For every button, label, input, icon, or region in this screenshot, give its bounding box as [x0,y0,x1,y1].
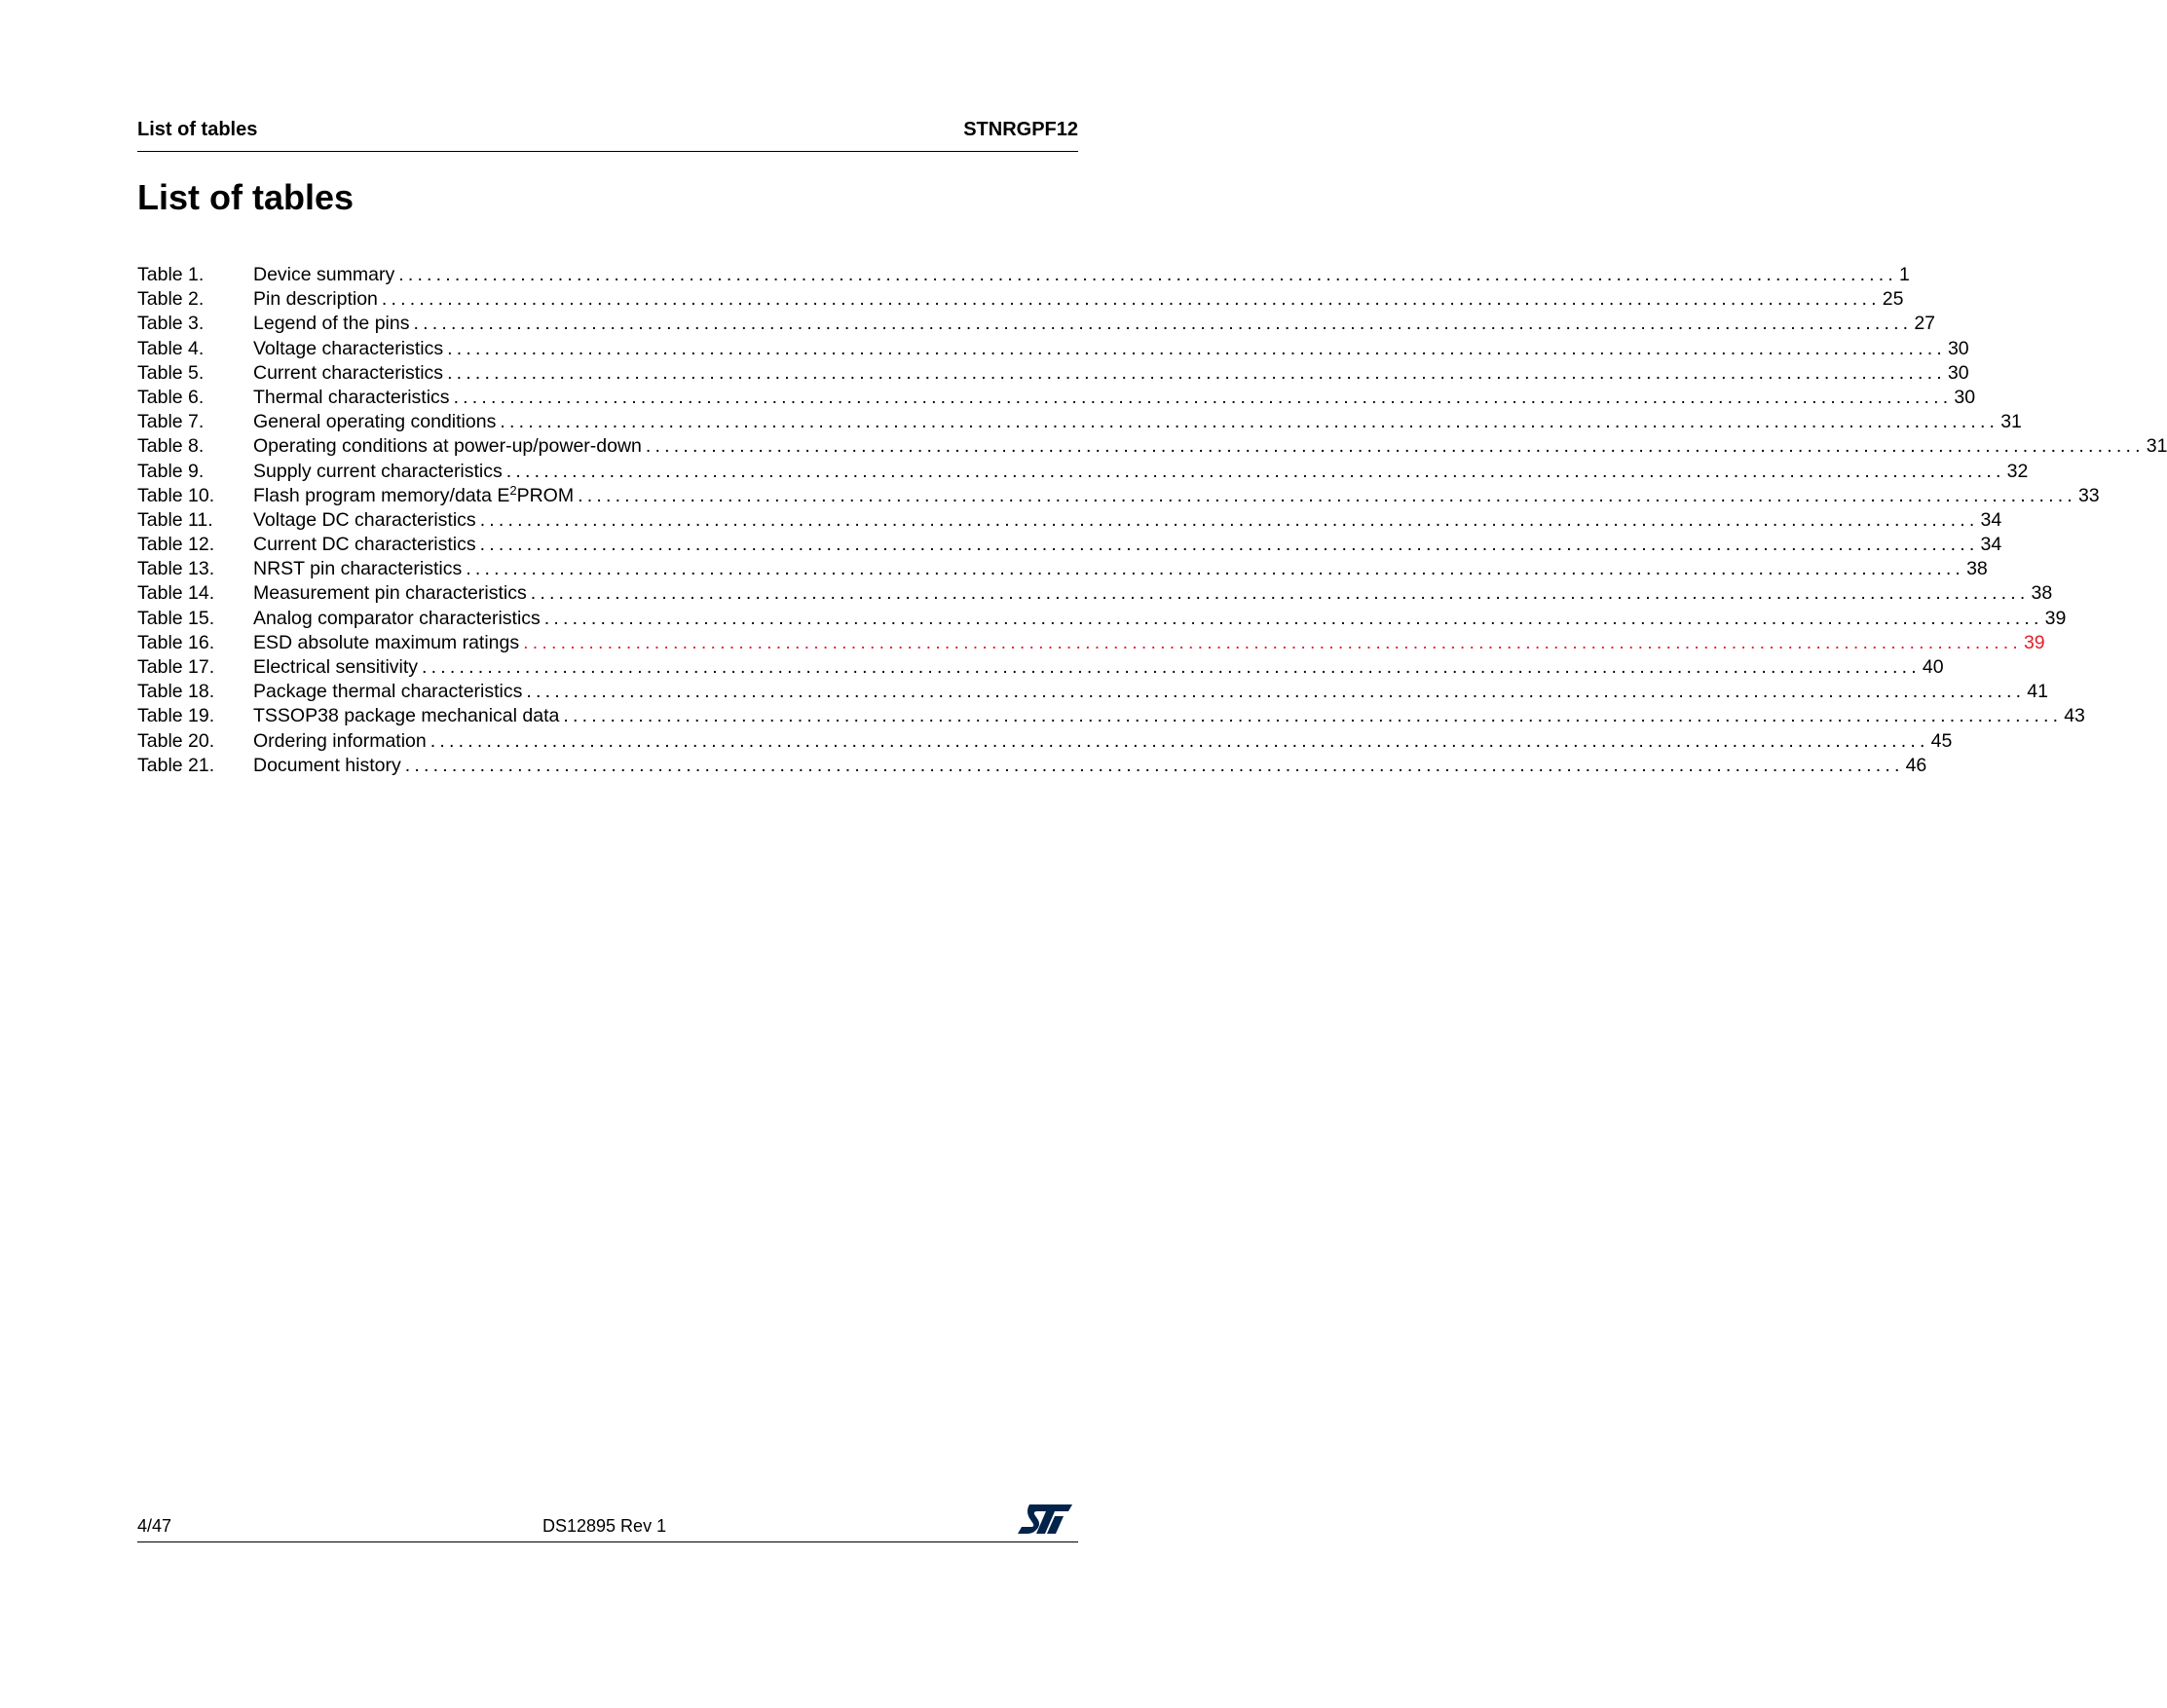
toc-entry-title: Voltage DC characteristics [253,508,476,531]
toc-entry-title: Analog comparator characteristics [253,607,541,629]
toc-entry[interactable] [137,704,2085,728]
toc-entry-title: Device summary [253,264,395,285]
toc-leader-dots: ................................................................................................................................................................ [526,681,2026,703]
table-of-contents [137,263,2167,778]
toc-entry-page: 38 [1966,558,1988,580]
toc-leader-dots: ................................................................................................................................................................ [453,386,1953,408]
header-doc-name: STNRGPF12 [963,119,1078,140]
toc-entry-title: Measurement pin characteristics [253,582,527,605]
toc-entry-number: Table 4. [137,337,205,359]
toc-entry-number: Table 5. [137,361,205,384]
toc-entry-title: NRST pin characteristics [253,558,463,580]
toc-entry[interactable] [137,533,2002,557]
toc-entry-title: Thermal characteristics [253,386,450,408]
toc-entry-page: 46 [1905,754,1927,776]
toc-entry-page: 25 [1882,288,1904,311]
toc-entry-page: 39 [2023,631,2045,653]
toc-leader-dots: ................................................................................................................................................................ [447,361,1946,384]
toc-entry-page: 43 [2064,705,2085,727]
toc-entry-page: 31 [2000,411,2022,433]
toc-leader-dots: ................................................................................................................................................................ [645,435,2145,458]
toc-leader-dots: ................................................................................................................................................................ [381,288,1881,311]
toc-entry-number: Table 16. [137,631,215,653]
toc-entry-number: Table 2. [137,288,205,311]
toc-entry-title: Operating conditions at power-up/power-down [253,435,642,458]
toc-entry[interactable] [137,287,1904,312]
toc-entry-number: Table 13. [137,558,215,580]
page-footer [137,1511,1078,1542]
toc-entry-page: 33 [2077,484,2100,506]
toc-entry-title: Supply current characteristics [253,460,503,482]
toc-entry-title: General operating conditions [253,411,497,433]
toc-entry-number: Table 12. [137,534,215,556]
toc-entry[interactable] [137,607,2067,631]
toc-entry-number: Table 7. [137,411,205,433]
toc-entry[interactable] [137,508,2002,533]
toc-entry-page: 30 [1954,386,1976,408]
toc-entry-page: 32 [2006,460,2029,482]
toc-entry[interactable] [137,386,1976,410]
toc-entry-title: Pin description [253,288,378,311]
toc-leader-dots: ................................................................................................................................................................ [505,460,2005,482]
toc-entry[interactable] [137,655,1944,680]
toc-leader-dots: ................................................................................................................................................................ [404,754,1904,776]
toc-entry[interactable] [137,410,2022,434]
toc-entry-page: 27 [1914,313,1936,335]
toc-entry-page: 30 [1947,361,1969,384]
toc-entry-page: 38 [2031,582,2053,605]
toc-leader-dots: ................................................................................................................................................................ [466,558,1965,580]
toc-leader-dots: ................................................................................................................................................................ [422,656,1921,678]
toc-entry-title: Legend of the pins [253,313,410,335]
toc-leader-dots: ................................................................................................................................................................ [500,411,1999,433]
toc-leader-dots: ................................................................................................................................................................ [523,631,2022,653]
page-title: List of tables [137,177,355,217]
toc-leader-dots: ................................................................................................................................................................ [413,313,1913,335]
toc-entry-number: Table 8. [137,435,205,458]
toc-entry[interactable] [137,631,2045,655]
toc-entry-title: Package thermal characteristics [253,681,523,703]
toc-entry-number: Table 14. [137,582,215,605]
toc-entry-number: Table 17. [137,656,215,678]
toc-entry-number: Table 11. [137,508,213,531]
toc-entry-number: Table 9. [137,460,205,482]
toc-leader-dots: ................................................................................................................................................................ [578,484,2076,506]
toc-entry[interactable] [137,361,1969,386]
toc-entry-page: 45 [1930,729,1953,752]
toc-entry-title: TSSOP38 package mechanical data [253,705,560,727]
toc-entry-number: Table 15. [137,607,215,629]
toc-entry-title: Document history [253,754,401,776]
toc-entry-title: Current characteristics [253,361,444,384]
toc-entry[interactable] [137,482,2100,508]
toc-leader-dots: ................................................................................................................................................................ [447,337,1946,359]
page-header [137,117,1078,152]
toc-entry-number: Table 18. [137,681,215,703]
toc-leader-dots: ................................................................................................................................................................ [563,705,2063,727]
toc-entry-number: Table 21. [137,754,215,776]
toc-leader-dots: ................................................................................................................................................................ [479,534,1979,556]
footer-doc-id: DS12895 Rev 1 [542,1516,667,1536]
toc-entry-number: Table 19. [137,705,215,727]
toc-entry[interactable] [137,581,2053,606]
toc-entry-page: 34 [1980,534,2002,556]
toc-entry-page: 30 [1947,337,1969,359]
toc-entry-title: Voltage characteristics [253,337,444,359]
toc-leader-dots: ................................................................................................................................................................ [430,729,1929,752]
toc-entry[interactable] [137,754,1927,778]
toc-entry-title: Current DC characteristics [253,534,476,556]
toc-entry[interactable] [137,460,2029,484]
toc-entry[interactable] [137,557,1988,581]
toc-entry-page: 39 [2044,607,2067,629]
toc-entry-number: Table 3. [137,313,205,335]
toc-entry[interactable] [137,729,1953,754]
toc-entry-number: Table 1. [137,264,205,285]
toc-entry-title: Ordering information [253,729,427,752]
toc-entry-title: Flash program memory/data $E^2PROM$ [253,482,575,506]
toc-entry-page: 40 [1922,656,1944,678]
toc-entry-title: Electrical sensitivity [253,656,419,678]
header-section-title: List of tables [137,119,258,140]
toc-leader-dots: ................................................................................................................................................................ [479,508,1979,531]
toc-entry-page: 34 [1980,508,2002,531]
toc-entry[interactable] [137,434,2167,459]
toc-entry[interactable] [137,263,1910,287]
toc-leader-dots: ................................................................................................................................................................ [398,264,1898,285]
toc-entry-page: 31 [2146,435,2167,458]
footer-page-number: 4/47 [137,1516,172,1536]
toc-entry-page: 1 [1899,264,1910,285]
toc-entry[interactable] [137,680,2048,704]
st-logo-icon [1016,1502,1074,1537]
toc-leader-dots: ................................................................................................................................................................ [530,582,2030,605]
toc-entry-number: Table 6. [137,386,205,408]
toc-entry-number: Table 20. [137,729,215,752]
toc-entry-page: 41 [2027,681,2048,703]
toc-entry[interactable] [137,312,1936,336]
toc-entry-number: Table 10. [137,484,215,506]
toc-entry[interactable] [137,337,1969,361]
toc-leader-dots: ................................................................................................................................................................ [543,607,2043,629]
toc-entry-title: ESD absolute maximum ratings [253,631,520,653]
